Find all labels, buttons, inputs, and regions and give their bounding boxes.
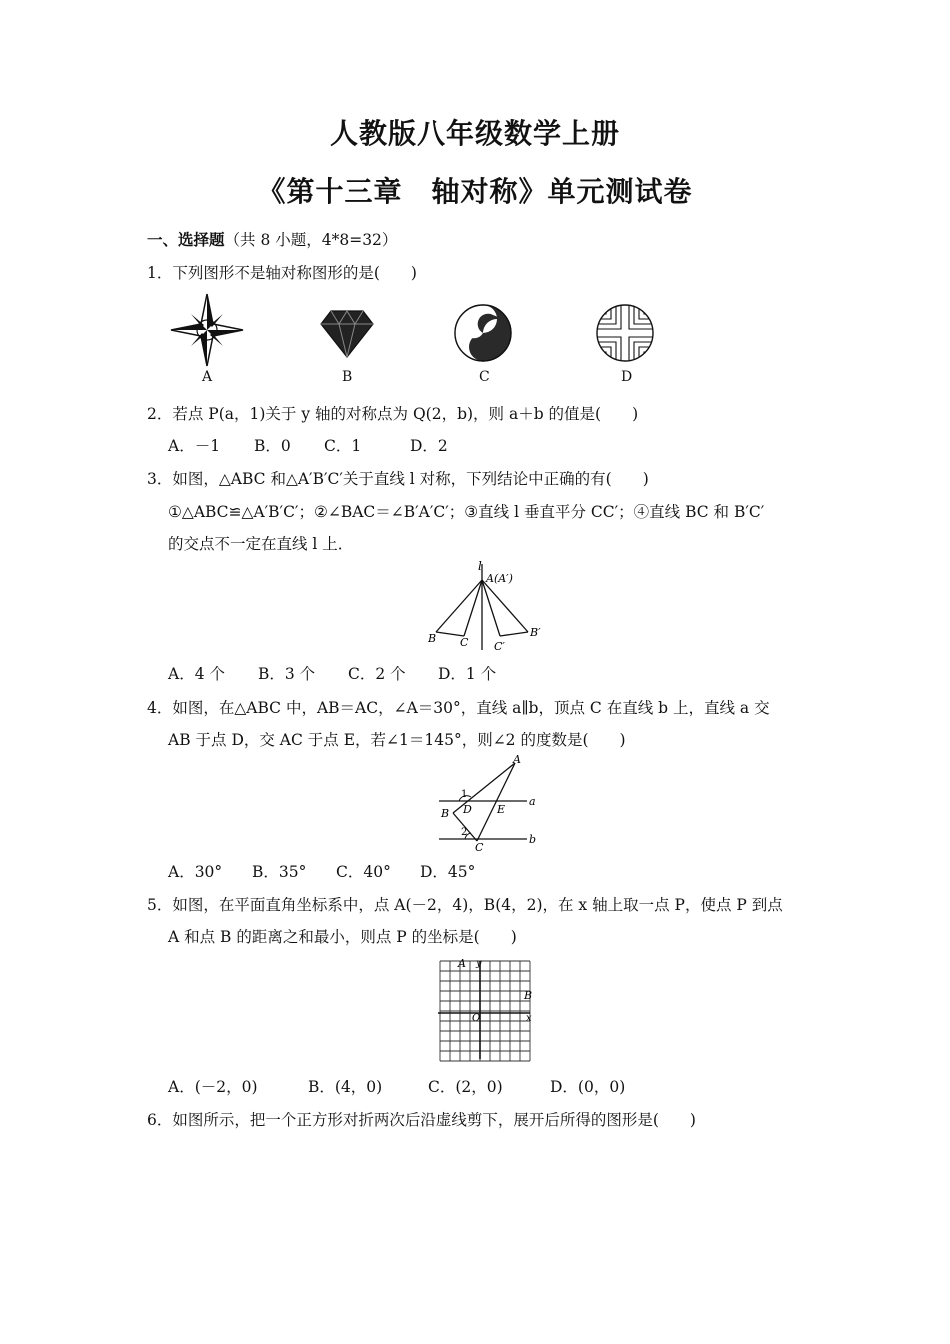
q1-label-d: D xyxy=(621,369,633,385)
q5-option-c: C．(2，0) xyxy=(428,1078,503,1096)
q5-option-b: B．(4，0) xyxy=(308,1078,383,1096)
q5-condition: A 和点 B 的距离之和最小，则点 P 的坐标是( ) xyxy=(168,928,517,946)
q5-label-a: A xyxy=(458,957,466,970)
q4-label-2: 2 xyxy=(461,827,468,838)
q4-label-e: E xyxy=(497,803,506,816)
q5-label-y: y xyxy=(476,958,482,969)
q2-option-d: D．2 xyxy=(410,437,448,455)
q3-option-d: D．1 个 xyxy=(438,665,497,683)
q1-label-b: B xyxy=(342,369,353,385)
question-3: 3．如图，△ABC 和△A′B′C′关于直线 l 对称，下列结论中正确的有( ) xyxy=(147,470,649,488)
q3-label-l: l xyxy=(478,560,482,573)
section-note: （共 8 小题，4*8=32） xyxy=(224,231,398,249)
section-title: 一、选择题 xyxy=(147,230,225,249)
q1-figures xyxy=(165,290,665,390)
q4-options xyxy=(168,861,475,883)
question-6: 6．如图所示，把一个正方形对折两次后沿虚线剪下，展开后所得的图形是( ) xyxy=(147,1111,696,1129)
title-line-2: 《第十三章 轴对称》单元测试卷 xyxy=(257,175,693,208)
maze-circle-figure xyxy=(597,305,653,361)
q3-label-b: B xyxy=(428,632,437,645)
question-2: 2．若点 P(a，1)关于 y 轴的对称点为 Q(2，b)，则 a＋b 的值是( ) xyxy=(147,405,639,423)
q4-figure xyxy=(435,755,545,853)
q3-options xyxy=(168,663,496,685)
title-line-1: 人教版八年级数学上册 xyxy=(329,117,620,150)
q4-label-c: C xyxy=(475,841,484,853)
q3-option-c: C．2 个 xyxy=(348,665,406,683)
q3-label-c: C xyxy=(460,636,469,649)
q1-label-a: A xyxy=(202,369,213,385)
q3-label-a: A(A′) xyxy=(486,572,513,585)
question-1: 1．下列图形不是轴对称图形的是( ) xyxy=(147,264,417,282)
q5-option-a: A．(－2，0) xyxy=(168,1078,258,1096)
q2-options xyxy=(168,435,448,457)
compass-star-figure xyxy=(171,294,243,366)
q5-options xyxy=(168,1076,625,1098)
q3-option-a: A．4 个 xyxy=(168,665,225,683)
swirl-circle-figure xyxy=(455,305,511,361)
q4-label-line-a: a xyxy=(529,795,536,808)
q3-label-bp: B′ xyxy=(530,626,541,639)
q5-label-b: B xyxy=(524,989,533,1002)
q4-label-a: A xyxy=(513,755,521,766)
q4-option-c: C．40° xyxy=(336,863,391,881)
q4-option-a: A．30° xyxy=(168,863,223,881)
q5-option-d: D．(0，0) xyxy=(550,1078,626,1096)
q3-option-b: B．3 个 xyxy=(258,665,316,683)
q2-option-b: B．0 xyxy=(254,437,291,455)
q5-grid-figure xyxy=(432,955,542,1063)
diamond-figure xyxy=(321,311,373,357)
q3-figure xyxy=(420,560,560,655)
q2-option-a: A．－1 xyxy=(168,437,221,455)
q3-label-cp: C′ xyxy=(494,640,505,653)
q4-label-b: B xyxy=(441,807,450,820)
q5-label-o: O xyxy=(472,1013,481,1024)
q5-label-x: x xyxy=(526,1013,532,1024)
q1-label-c: C xyxy=(479,369,490,385)
q4-label-d: D xyxy=(463,803,472,816)
q4-label-line-b: b xyxy=(529,833,537,846)
q2-option-c: C．1 xyxy=(324,437,362,455)
q4-option-d: D．45° xyxy=(420,863,476,881)
section-heading xyxy=(147,229,397,251)
question-5: 5．如图，在平面直角坐标系中，点 A(－2，4)，B(4，2)，在 x 轴上取一点 P，使点 P 到点 xyxy=(147,896,783,914)
q4-label-1: 1 xyxy=(461,789,468,800)
q3-conditions: ①△ABC≌△A′B′C′；②∠BAC＝∠B′A′C′；③直线 l 垂直平分 CC′；④直线 BC 和 B′C′ xyxy=(168,503,765,521)
q4-option-b: B．35° xyxy=(252,863,307,881)
question-4: 4．如图，在△ABC 中，AB＝AC，∠A＝30°，直线 a∥b，顶点 C 在直线 b 上，直线 a 交 xyxy=(147,699,770,717)
q4-condition: AB 于点 D，交 AC 于点 E，若∠1＝145°，则∠2 的度数是( ) xyxy=(168,731,626,749)
q3-conditions-cont: 的交点不一定在直线 l 上． xyxy=(168,535,354,553)
